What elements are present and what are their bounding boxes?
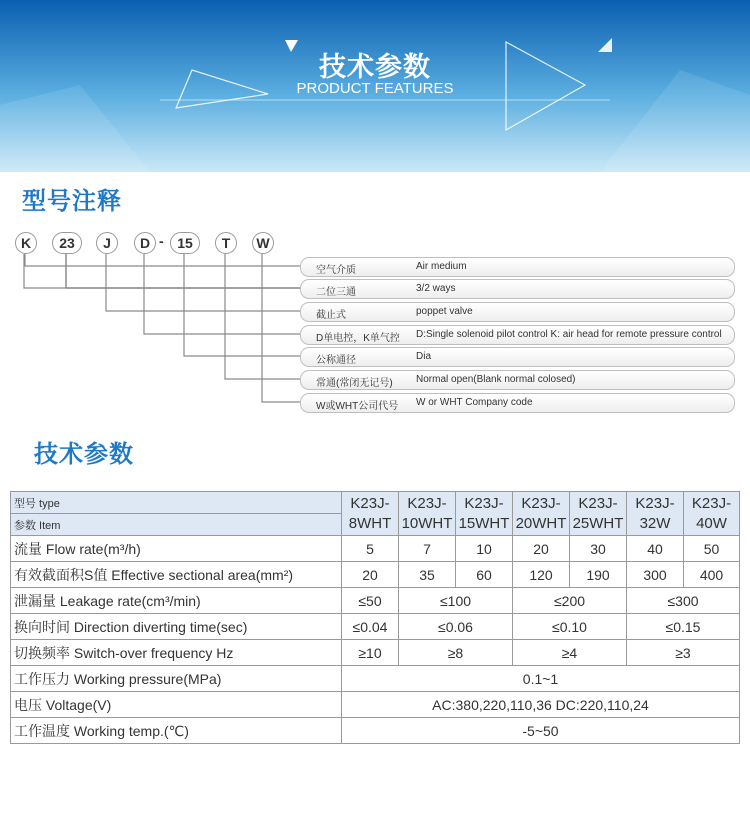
model-header: K23J- 15WHT <box>456 492 513 536</box>
model-header: K23J- 40W <box>684 492 740 536</box>
row-label: 流量 Flow rate(m³/h) <box>11 536 342 562</box>
legend-cn: 二位三通 <box>316 287 356 298</box>
table-cell: -5~50 <box>342 718 740 744</box>
code-part-series: K <box>15 232 37 254</box>
spec-table <box>10 491 740 744</box>
table-row <box>11 614 740 640</box>
table-cell: 190 <box>570 562 627 588</box>
table-cell: 120 <box>513 562 570 588</box>
table-cell: 5 <box>342 536 399 562</box>
model-header: K23J- 25WHT <box>570 492 627 536</box>
legend-cn: 公称通径 <box>316 355 356 366</box>
table-cell: 20 <box>342 562 399 588</box>
table-cell: 10 <box>456 536 513 562</box>
table-cell: 300 <box>627 562 684 588</box>
code-separator: - <box>159 233 164 249</box>
legend-row <box>300 325 735 345</box>
table-cell: ≥3 <box>627 640 740 666</box>
row-label: 电压 Voltage(V) <box>11 692 342 718</box>
model-header: K23J- 8WHT <box>342 492 399 536</box>
legend-row <box>300 279 735 299</box>
model-header: K23J- 10WHT <box>399 492 456 536</box>
code-part-control: D <box>134 232 156 254</box>
legend-row <box>300 257 735 277</box>
legend-cn: W或WHT公司代号 <box>316 401 399 412</box>
table-cell: 400 <box>684 562 740 588</box>
model-header: K23J- 20WHT <box>513 492 570 536</box>
table-cell: ≤100 <box>399 588 513 614</box>
code-part-company: W <box>252 232 274 254</box>
legend-cn: 常通(常闭无记号) <box>316 378 393 389</box>
legend-cn: D单电控，K单气控 <box>316 333 400 344</box>
connector-line <box>184 254 300 356</box>
header-banner <box>0 0 750 172</box>
table-row <box>11 588 740 614</box>
table-cell: 0.1~1 <box>342 666 740 692</box>
legend-en: W or WHT Company code <box>416 397 533 408</box>
table-cell: 60 <box>456 562 513 588</box>
banner-title: 技术参数 <box>319 52 431 83</box>
legend-row <box>300 347 735 367</box>
table-row <box>11 640 740 666</box>
legend-en: poppet valve <box>416 306 473 317</box>
table-row <box>11 666 740 692</box>
legend-row <box>300 393 735 413</box>
table-row <box>11 562 740 588</box>
legend-en: Dia <box>416 351 432 362</box>
banner-subtitle: PRODUCT FEATURES <box>296 80 454 97</box>
row-label: 换向时间 Direction diverting time(sec) <box>11 614 342 640</box>
row-label: 有效截面积S值 Effective sectional area(mm²) <box>11 562 342 588</box>
code-part-normal: T <box>215 232 237 254</box>
row-label: 泄漏量 Leakage rate(cm³/min) <box>11 588 342 614</box>
code-part-ways: 23 <box>52 232 82 254</box>
table-cell: 50 <box>684 536 740 562</box>
table-cell: ≥8 <box>399 640 513 666</box>
table-cell: ≤0.10 <box>513 614 627 640</box>
legend-cn: 空气介质 <box>316 265 356 276</box>
connector-line <box>262 254 300 402</box>
table-cell: 7 <box>399 536 456 562</box>
table-row <box>11 692 740 718</box>
legend-en: Normal open(Blank normal colosed) <box>416 374 576 385</box>
table-cell: ≤300 <box>627 588 740 614</box>
legend-en: Air medium <box>416 261 467 272</box>
legend-en: 3/2 ways <box>416 283 456 294</box>
table-cell: AC:380,220,110,36 DC:220,110,24 <box>342 692 740 718</box>
model-header: K23J- 32W <box>627 492 684 536</box>
table-cell: ≥4 <box>513 640 627 666</box>
row-label: 工作压力 Working pressure(MPa) <box>11 666 342 692</box>
table-row <box>11 718 740 744</box>
header-item-label: 参数 Item <box>11 514 342 536</box>
spec-section-title: 技术参数 <box>34 440 134 468</box>
table-cell: ≥10 <box>342 640 399 666</box>
legend-en: D:Single solenoid pilot control K: air head for remote pressure control <box>416 329 722 340</box>
table-cell: ≤200 <box>513 588 627 614</box>
table-cell: ≤0.15 <box>627 614 740 640</box>
connector-line <box>66 254 300 288</box>
table-cell: 20 <box>513 536 570 562</box>
table-cell: ≤50 <box>342 588 399 614</box>
table-row <box>11 536 740 562</box>
header-type-label: 型号 type <box>11 492 342 514</box>
connector-line <box>106 254 300 311</box>
table-cell: 35 <box>399 562 456 588</box>
model-section-title: 型号注释 <box>22 187 122 215</box>
code-part-diameter: 15 <box>170 232 200 254</box>
row-label: 切换频率 Switch-over frequency Hz <box>11 640 342 666</box>
table-cell: ≤0.06 <box>399 614 513 640</box>
legend-cn: 截止式 <box>316 310 346 321</box>
row-label: 工作温度 Working temp.(℃) <box>11 718 342 744</box>
table-cell: 40 <box>627 536 684 562</box>
code-part-type: J <box>96 232 118 254</box>
table-cell: ≤0.04 <box>342 614 399 640</box>
model-code-diagram <box>0 225 750 415</box>
legend-row <box>300 370 735 390</box>
table-cell: 30 <box>570 536 627 562</box>
legend-row <box>300 302 735 322</box>
